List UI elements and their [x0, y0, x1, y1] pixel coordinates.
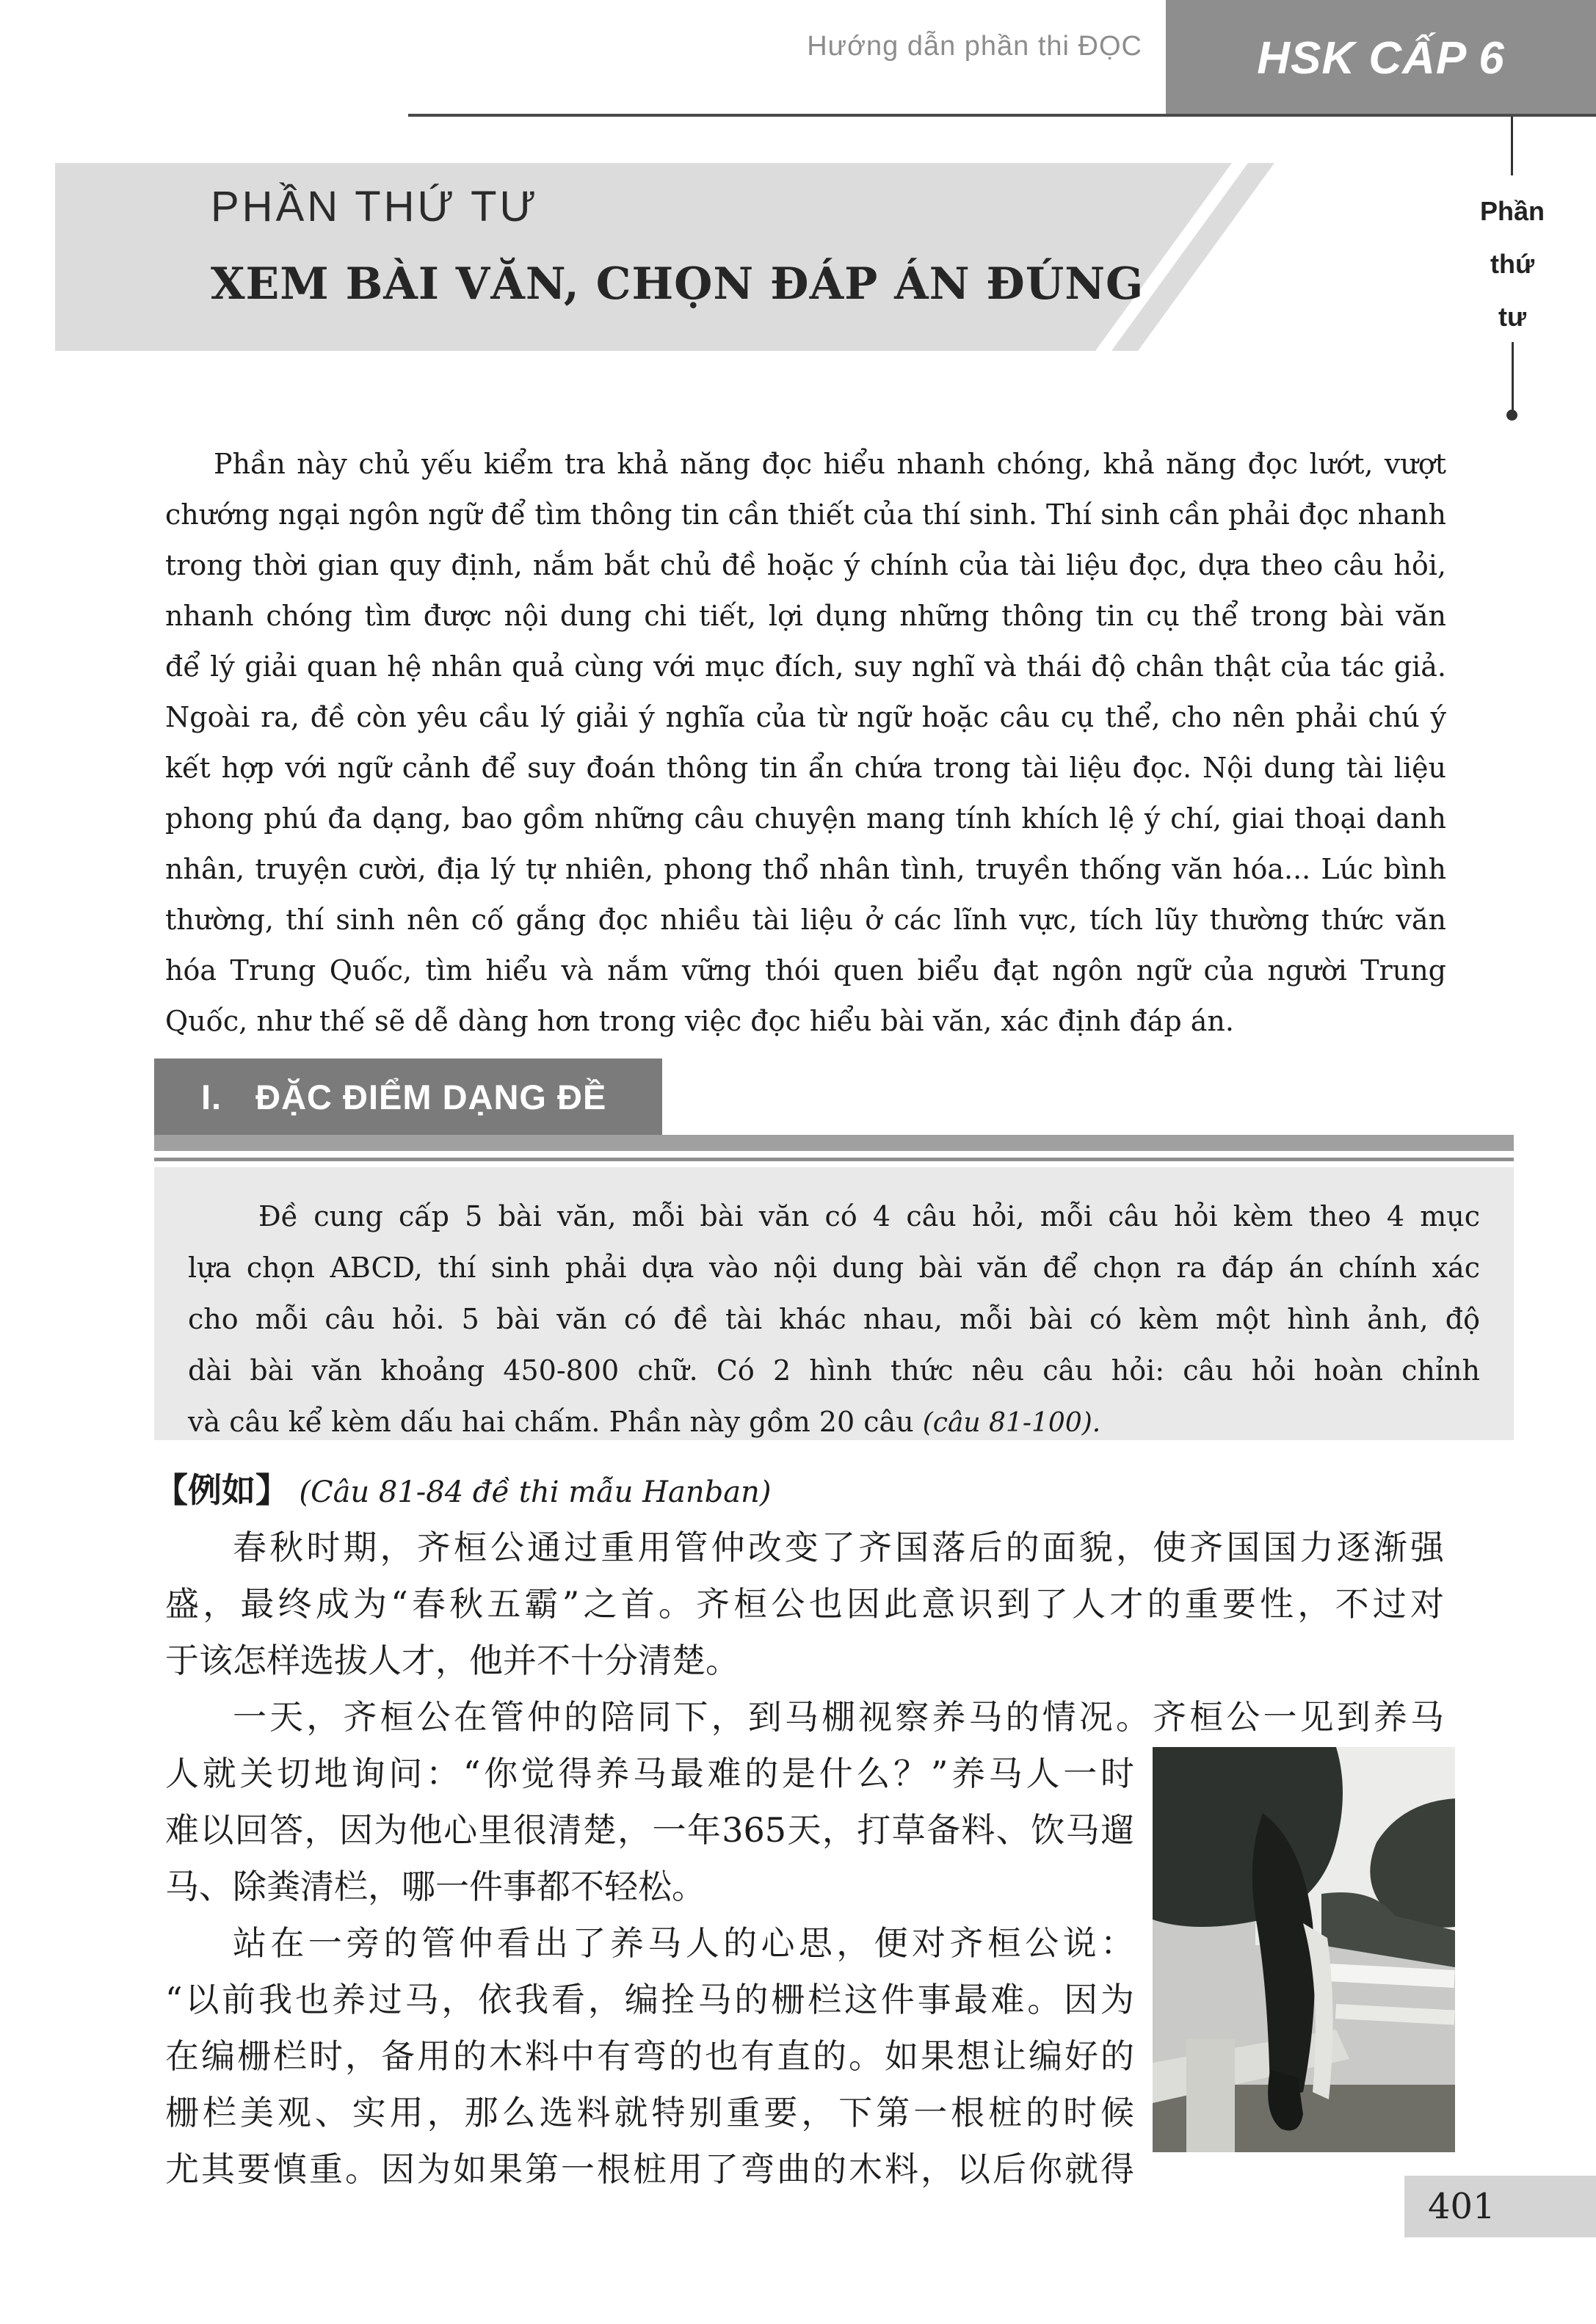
text-line: 尤其要慎重。因为如果第一根桩用了弯曲的木料，以后你就得	[165, 2149, 1134, 2189]
side-tab-word: tư	[1498, 302, 1527, 332]
text-line: Quốc, như thế sẽ dễ dàng hơn trong việc đọc hiểu bài văn, xác định đáp án.	[165, 1005, 1234, 1037]
feature-panel-last-line	[188, 1396, 1480, 1449]
text-line: Ngoài ra, đề còn yêu cầu lý giải ý nghĩa của từ ngữ hoặc câu cụ thể, cho nên phải chú ý	[165, 701, 1446, 733]
section-underline-rule	[154, 1158, 1514, 1161]
passage-paragraph-3	[165, 1915, 1134, 2198]
intro-paragraph	[165, 439, 1446, 1047]
text-line: 人就关切地询问：“你觉得养马最难的是什么？”养马人一时	[165, 1754, 1134, 1793]
passage-paragraph-2-wrap	[165, 1746, 1134, 1915]
section-number: I.	[201, 1077, 222, 1116]
text-line: 盛，最终成为“春秋五霸”之首。齐桓公也因此意识到了人才的重要性，不过对	[165, 1584, 1444, 1624]
side-tab-word: thứ	[1490, 249, 1535, 279]
text-line: trong thời gian quy định, nắm bắt chủ đề hoặc ý chính của tài liệu đọc, dựa theo câu hỏi,	[165, 549, 1446, 581]
header-rule	[408, 114, 1596, 117]
side-tab	[1459, 185, 1565, 344]
chapter-title: XEM BÀI VĂN, CHỌN ĐÁP ÁN ĐÚNG	[211, 258, 1145, 310]
section-underline-strip	[154, 1135, 1514, 1151]
text-line: nhân, truyện cười, địa lý tự nhiên, phong thổ nhân tình, truyền thống văn hóa... Lúc bình	[165, 853, 1446, 885]
feature-panel-lines	[188, 1191, 1480, 1396]
text-line: để lý giải quan hệ nhân quả cùng với mục đích, suy nghĩ và thái độ chân thật của tác giả.	[165, 650, 1446, 683]
text-line: Đề cung cấp 5 bài văn, mỗi bài văn có 4 câu hỏi, mỗi câu hỏi kèm theo 4 mục	[258, 1200, 1480, 1232]
panel-last-text: và câu kể kèm dấu hai chấm. Phần này gồm 20 câu	[188, 1406, 923, 1438]
text-line: 马、除粪清栏，哪一件事都不轻松。	[165, 1867, 705, 1906]
example-heading	[154, 1464, 771, 1512]
example-bracket-label: 【例如】	[154, 1470, 289, 1510]
side-tab-dot	[1506, 410, 1517, 421]
feature-panel	[154, 1167, 1514, 1440]
side-tab-word: Phần	[1479, 196, 1545, 226]
passage-paragraph-2-first-line: 一天，齐桓公在管仲的陪同下，到马棚视察养马的情况。齐桓公一见到养马	[233, 1697, 1444, 1737]
panel-last-italic: (câu 81-100).	[922, 1408, 1101, 1438]
section-title: ĐẶC ĐIỂM DẠNG ĐỀ	[255, 1077, 607, 1116]
passage-paragraph-1	[165, 1519, 1444, 1689]
text-line: dài bài văn khoảng 450-800 chữ. Có 2 hình thức nêu câu hỏi: câu hỏi hoàn chỉnh	[188, 1354, 1480, 1387]
side-tab-line-top	[1511, 117, 1513, 175]
text-line: nhanh chóng tìm được nội dung chi tiết, lợi dụng những thông tin cụ thể trong bài văn	[165, 600, 1446, 632]
horse-photo	[1153, 1747, 1455, 2152]
running-title: Hướng dẫn phần thi ĐỌC	[807, 31, 1142, 62]
text-line: 春秋时期，齐桓公通过重用管仲改变了齐国落后的面貌，使齐国国力逐渐强	[233, 1528, 1444, 1567]
text-line: 难以回答，因为他心里很清楚，一年365天，打草备料、饮马遛	[165, 1810, 1134, 1850]
chapter-kicker: PHẦN THỨ TƯ	[211, 183, 540, 230]
text-line: “以前我也养过马，依我看，编拴马的栅栏这件事最难。因为	[165, 1980, 1134, 2019]
page-number: 401	[1428, 2186, 1495, 2227]
level-badge	[1166, 0, 1596, 116]
example-source-note: (Câu 81-84 đề thi mẫu Hanban)	[299, 1475, 772, 1509]
text-line: kết hợp với ngữ cảnh để suy đoán thông tin ẩn chứa trong tài liệu đọc. Nội dung tài liệu	[165, 752, 1446, 784]
text-line: 在编栅栏时，备用的木料中有弯的也有直的。如果想让编好的	[165, 2036, 1134, 2076]
text-line: thường, thí sinh nên cố gắng đọc nhiều tài liệu ở các lĩnh vực, tích lũy thường thức văn	[165, 904, 1446, 936]
text-line: cho mỗi câu hỏi. 5 bài văn có đề tài khác nhau, mỗi bài có kèm một hình ảnh, độ	[188, 1303, 1480, 1335]
level-badge-label: HSK CẤP 6	[1257, 32, 1505, 84]
side-tab-line-bottom	[1512, 342, 1514, 413]
text-line: chướng ngại ngôn ngữ để tìm thông tin cần thiết của thí sinh. Thí sinh cần phải đọc nhanh	[165, 498, 1446, 531]
text-line: 站在一旁的管仲看出了养马人的心思，便对齐桓公说：	[233, 1923, 1134, 1963]
text-line: phong phú đa dạng, bao gồm những câu chuyện mang tính khích lệ ý chí, giai thoại danh	[165, 802, 1446, 835]
text-line: 于该怎样选拔人才，他并不十分清楚。	[165, 1641, 739, 1680]
section-1-header	[154, 1058, 662, 1135]
text-line: hóa Trung Quốc, tìm hiểu và nắm vững thói quen biểu đạt ngôn ngữ của người Trung	[165, 954, 1446, 987]
text-line: lựa chọn ABCD, thí sinh phải dựa vào nội dung bài văn để chọn ra đáp án chính xác	[188, 1252, 1480, 1284]
text-line: 栅栏美观、实用，那么选料就特别重要，下第一根桩的时候	[165, 2093, 1134, 2132]
page-number-badge	[1404, 2176, 1596, 2237]
text-line: Phần này chủ yếu kiểm tra khả năng đọc hiểu nhanh chóng, khả năng đọc lướt, vượt	[214, 448, 1446, 480]
